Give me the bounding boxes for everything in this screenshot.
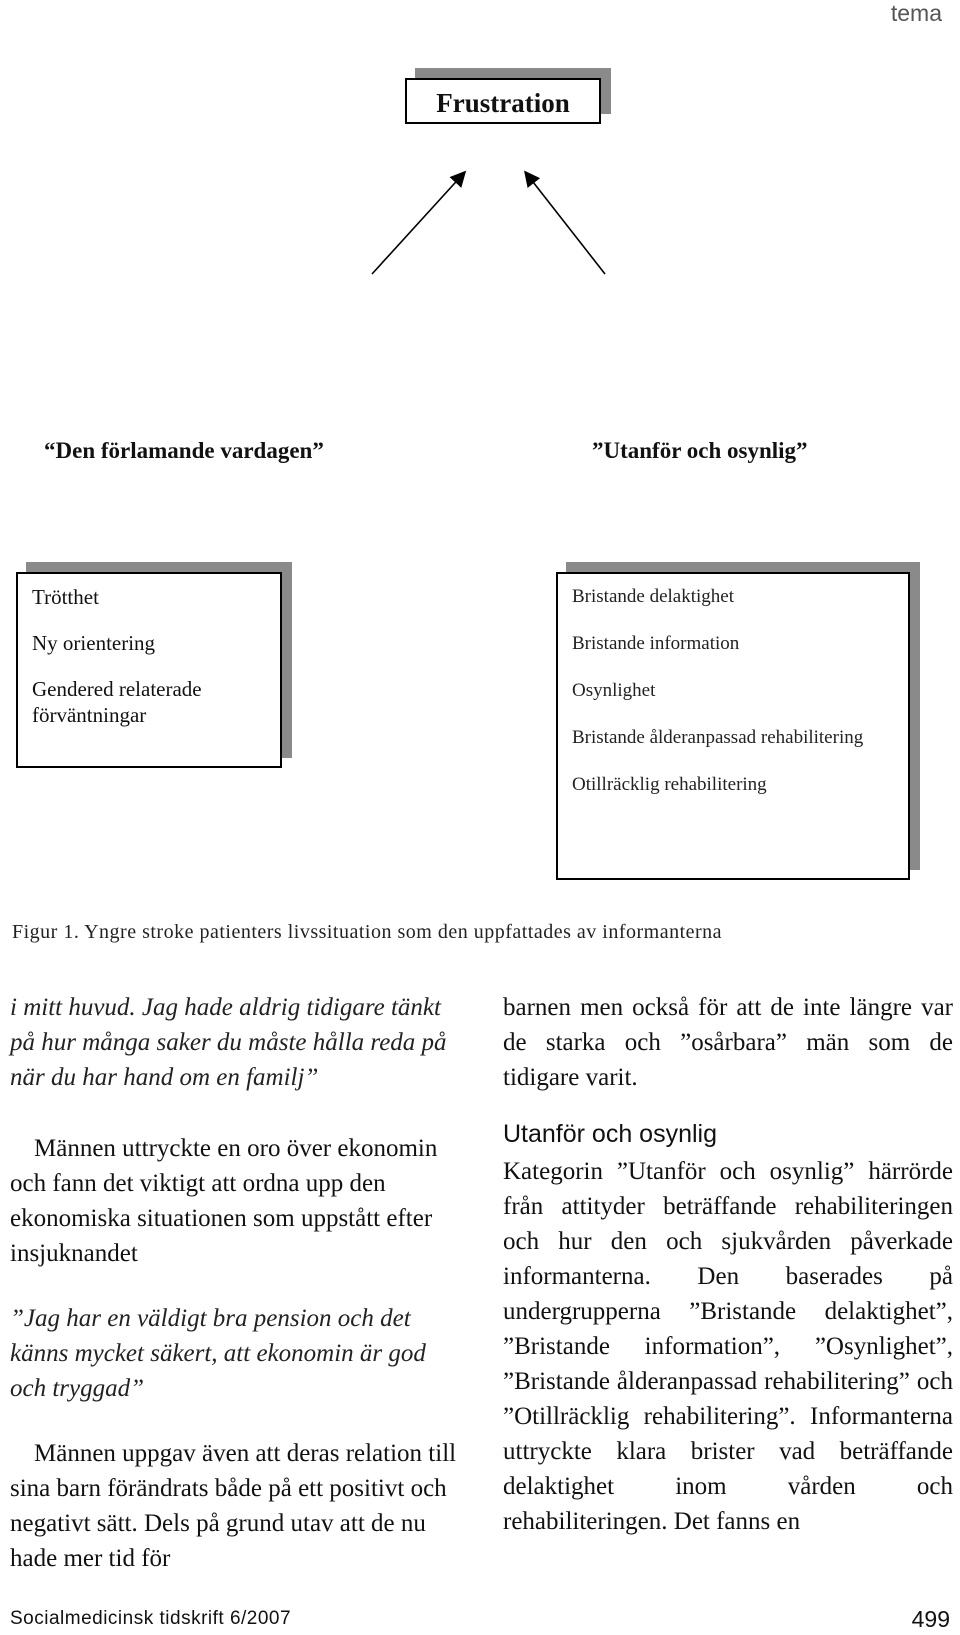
arrow-right: [526, 173, 605, 274]
right-item: Bristande delaktighet: [572, 586, 734, 607]
right-category-heading: ”Utanför och osynlig”: [592, 438, 808, 463]
left-text-column: [10, 990, 465, 1576]
journal-footer: Socialmedicinsk tidskrift 6/2007: [10, 1608, 292, 1629]
section-subheading: Utanför och osynlig: [503, 1120, 718, 1148]
frustration-label: Frustration: [436, 88, 570, 118]
body-paragraph: Männen uppgav även att deras relation till sina barn förändrats både på ett positivt och negativt sätt. Dels på grund utav att de nu hade mer tid för: [10, 1440, 457, 1572]
left-item: Gendered relaterade förväntningar: [32, 677, 202, 727]
right-item: Bristande information: [572, 633, 740, 654]
figure-arrows: [0, 0, 960, 320]
left-category-heading: “Den förlamande vardagen”: [44, 438, 324, 463]
left-item: Ny orientering: [32, 631, 156, 655]
left-item: Trötthet: [32, 585, 99, 609]
figure-caption: Figur 1. Yngre stroke patienters livssituation som den uppfattades av informanterna: [12, 921, 723, 943]
right-item: Osynlighet: [572, 680, 656, 701]
body-paragraph: Männen uttryckte en oro över ekonomin och fann det viktigt att ordna upp den ekonomiska situationen som uppstått efter insjuknandet: [10, 1135, 438, 1267]
right-subcategory-box: [556, 572, 910, 880]
quote-paragraph: i mitt huvud. Jag hade aldrig tidigare tänkt på hur många saker du måste hålla reda på när du har hand om en familj”: [10, 994, 447, 1091]
body-paragraph: Kategorin ”Utanför och osynlig” härrörde från attityder beträffande rehabiliteringen och hur den och sjukvården påverkade informanterna. Den baserades på undergrupperna ”Bristande delaktighet”, ”Bristande information”, ”Osynlighet”, ”Bristande ålderanpassad rehabilitering” och ”Otillräcklig rehabilitering”. Informanterna uttryckte klara brister vad beträffande delaktighet inom vården och rehabiliteringen. Det fanns en: [503, 1158, 953, 1535]
page-number: 499: [911, 1606, 950, 1632]
right-item: Otillräcklig rehabilitering: [572, 774, 767, 795]
body-paragraph: barnen men också för att de inte längre var de starka och ”osårbara” män som de tidigare varit.: [503, 994, 953, 1091]
quote-paragraph: ”Jag har en väldigt bra pension och det känns mycket säkert, att ekonomin är god och tryggad”: [10, 1305, 426, 1402]
right-item: Bristande ålderanpassad rehabilitering: [572, 727, 864, 748]
right-text-column: [503, 990, 953, 1539]
left-subcategory-box: [16, 572, 282, 768]
section-label: tema: [890, 0, 942, 26]
arrow-left: [372, 173, 464, 274]
